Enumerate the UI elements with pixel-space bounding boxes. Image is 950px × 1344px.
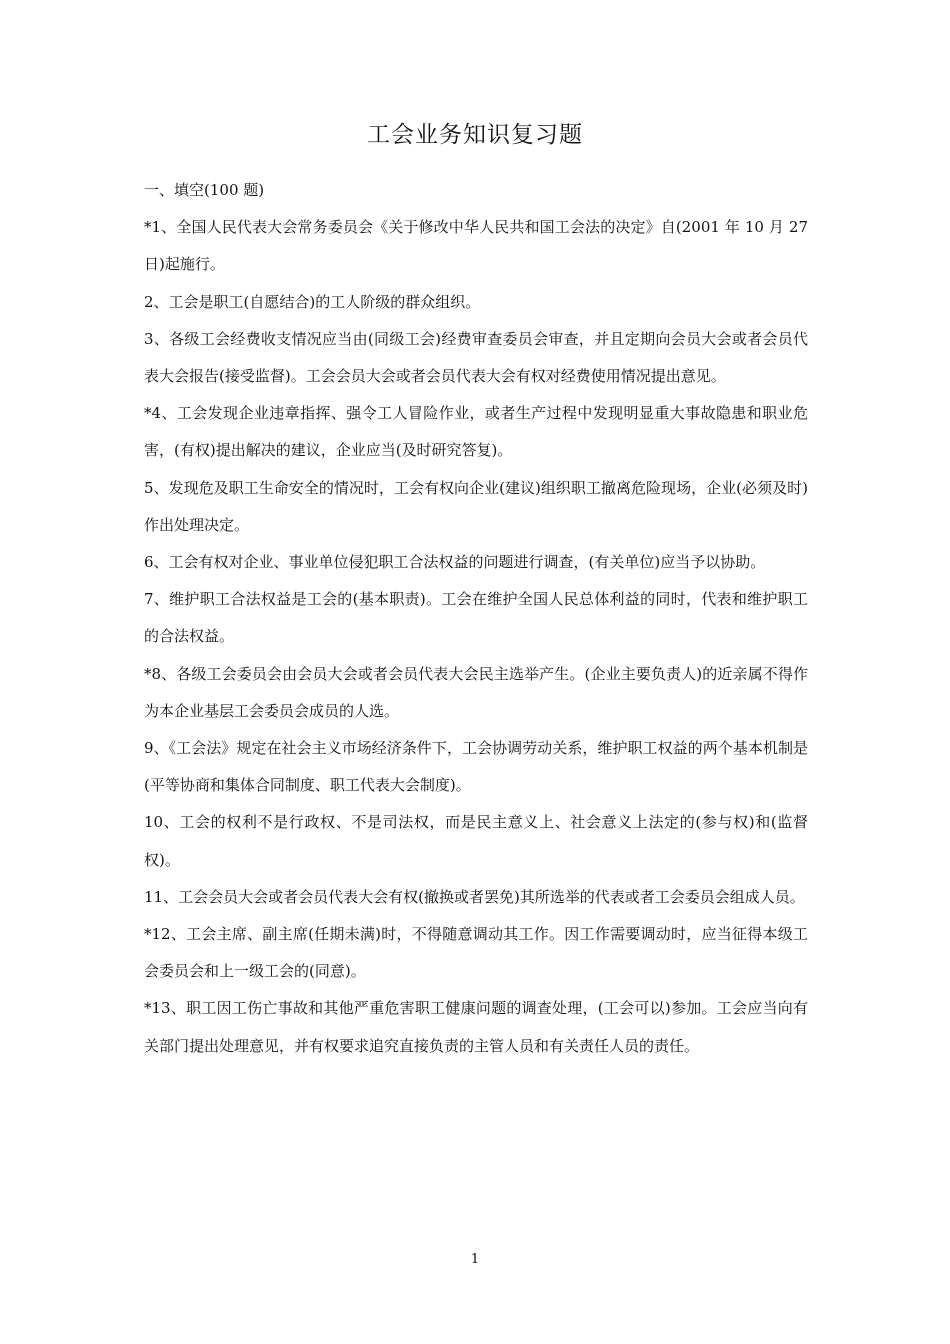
question-8: *8、各级工会委员会由会员大会或者会员代表大会民主选举产生。(企业主要负责人)的近亲属不得作为本企业基层工会委员会成员的人选。 xyxy=(144,664,808,720)
question-2: 2、工会是职工(自愿结合)的工人阶级的群众组织。 xyxy=(144,292,481,311)
question-5: 5、发现危及职工生命安全的情况时，工会有权向企业(建议)组织职工撤离危险现场，企业(必须及时)作出处理决定。 xyxy=(144,478,808,534)
question-10: 10、工会的权利不是行政权、不是司法权，而是民主意义上、社会意义上法定的(参与权)和(监督权)。 xyxy=(144,813,808,869)
question-13: *13、职工因工伤亡事故和其他严重危害职工健康问题的调查处理，(工会可以)参加。工会应当向有关部门提出处理意见，并有权要求追究直接负责的主管人员和有关责任人员的责任。 xyxy=(144,999,808,1055)
section-heading: 一、填空(100 题) xyxy=(144,181,265,199)
question-3: 3、各级工会经费收支情况应当由(同级工会)经费审查委员会审查，并且定期向会员大会或者会员代表大会报告(接受监督)。工会会员大会或者会员代表大会有权对经费使用情况提出意见。 xyxy=(144,329,808,386)
question-1: *1、全国人民代表大会常务委员会《关于修改中华人民共和国工会法的决定》自(2001 年 10 月 27 日)起施行。 xyxy=(144,218,808,274)
question-9: 9、《工会法》规定在社会主义市场经济条件下，工会协调劳动关系，维护职工权益的两个基本机制是(平等协商和集体合同制度、职工代表大会制度)。 xyxy=(144,739,808,795)
page-number: 1 xyxy=(470,1252,480,1267)
document-body xyxy=(144,172,808,1065)
question-6: 6、工会有权对企业、事业单位侵犯职工合法权益的问题进行调查，(有关单位)应当予以协助。 xyxy=(144,553,766,572)
question-12: *12、工会主席、副主席(任期未满)时，不得随意调动其工作。因工作需要调动时，应当征得本级工会委员会和上一级工会的(同意)。 xyxy=(144,925,808,981)
question-7: 7、维护职工合法权益是工会的(基本职责)。工会在维护全国人民总体利益的同时，代表和维护职工的合法权益。 xyxy=(144,590,808,646)
document-title: 工会业务知识复习题 xyxy=(367,122,583,148)
question-4: *4、工会发现企业违章指挥、强令工人冒险作业，或者生产过程中发现明显重大事故隐患和职业危害，(有权)提出解决的建议，企业应当(及时研究答复)。 xyxy=(144,404,808,460)
question-11: 11、工会会员大会或者会员代表大会有权(撤换或者罢免)其所选举的代表或者工会委员会组成人员。 xyxy=(144,887,805,906)
